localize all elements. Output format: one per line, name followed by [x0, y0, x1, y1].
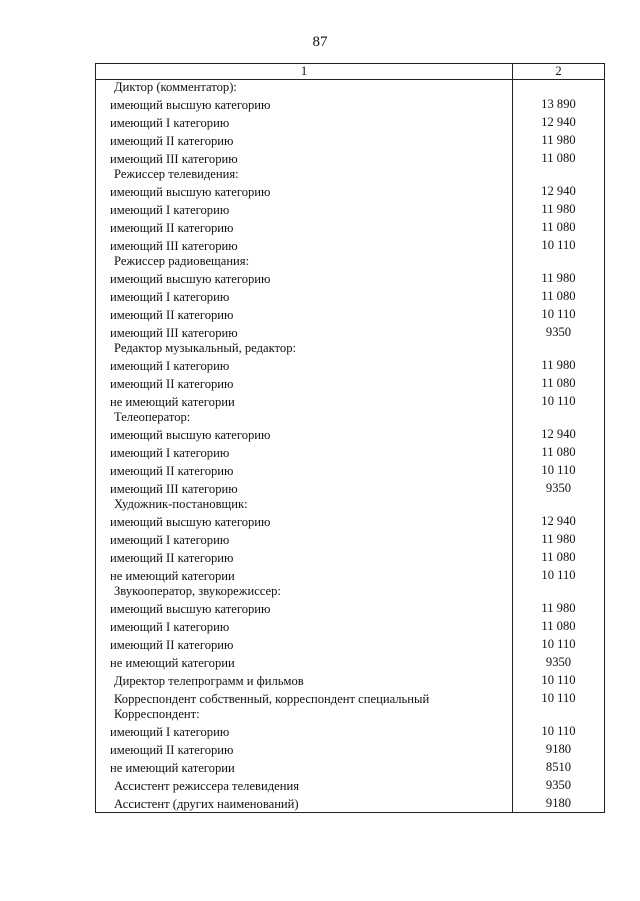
row-value: 9180: [513, 794, 605, 813]
table-row: [96, 95, 605, 113]
row-value: [513, 80, 605, 96]
table-row: [96, 530, 605, 548]
row-value: 11 080: [513, 548, 605, 566]
row-value: [513, 584, 605, 599]
row-value: 9350: [513, 479, 605, 497]
table-row: [96, 689, 605, 707]
table-row: [96, 671, 605, 689]
row-label: имеющий III категорию: [96, 479, 513, 497]
table-row: [96, 740, 605, 758]
row-value: 11 980: [513, 269, 605, 287]
table-row: [96, 287, 605, 305]
row-value: 12 940: [513, 425, 605, 443]
row-label: имеющий I категорию: [96, 287, 513, 305]
row-label: Звукооператор, звукорежиссер:: [96, 584, 513, 599]
table-row: [96, 323, 605, 341]
salary-table: [95, 63, 605, 813]
row-label: имеющий II категорию: [96, 548, 513, 566]
row-value: 11 080: [513, 443, 605, 461]
row-value: 12 940: [513, 512, 605, 530]
row-value: 9180: [513, 740, 605, 758]
table-row: [96, 182, 605, 200]
row-label: не имеющий категории: [96, 566, 513, 584]
row-label: не имеющий категории: [96, 758, 513, 776]
row-value: 12 940: [513, 113, 605, 131]
row-label: имеющий высшую категорию: [96, 512, 513, 530]
table-row: [96, 131, 605, 149]
table-row: [96, 425, 605, 443]
row-value: 11 980: [513, 356, 605, 374]
row-label: имеющий I категорию: [96, 722, 513, 740]
table-row: [96, 599, 605, 617]
row-value: 10 110: [513, 461, 605, 479]
row-value: 8510: [513, 758, 605, 776]
table-row: [96, 584, 605, 599]
row-value: 11 980: [513, 131, 605, 149]
row-value: [513, 497, 605, 512]
row-label: имеющий I категорию: [96, 113, 513, 131]
row-label: не имеющий категории: [96, 653, 513, 671]
row-value: 9350: [513, 653, 605, 671]
column-header-1: 1: [96, 64, 513, 80]
table-row: [96, 548, 605, 566]
row-label: имеющий II категорию: [96, 461, 513, 479]
table-row: [96, 758, 605, 776]
row-label: имеющий I категорию: [96, 617, 513, 635]
row-value: 9350: [513, 776, 605, 794]
row-value: 11 080: [513, 218, 605, 236]
table-row: [96, 443, 605, 461]
row-value: 10 110: [513, 635, 605, 653]
row-label: Директор телепрограмм и фильмов: [96, 671, 513, 689]
row-label: Корреспондент:: [96, 707, 513, 722]
row-value: 10 110: [513, 305, 605, 323]
table-row: [96, 617, 605, 635]
table-row: [96, 200, 605, 218]
table-row: [96, 635, 605, 653]
table-row: [96, 236, 605, 254]
row-label: имеющий высшую категорию: [96, 182, 513, 200]
row-label: имеющий I категорию: [96, 200, 513, 218]
row-label: имеющий III категорию: [96, 323, 513, 341]
row-value: 11 080: [513, 287, 605, 305]
table-row: [96, 167, 605, 182]
row-label: имеющий I категорию: [96, 356, 513, 374]
row-label: Режиссер телевидения:: [96, 167, 513, 182]
table-row: [96, 113, 605, 131]
row-value: [513, 341, 605, 356]
table-row: [96, 149, 605, 167]
row-label: Корреспондент собственный, корреспондент специальный: [96, 689, 513, 707]
table-row: [96, 254, 605, 269]
row-value: 10 110: [513, 236, 605, 254]
row-value: [513, 254, 605, 269]
row-label: не имеющий категории: [96, 392, 513, 410]
table-row: [96, 794, 605, 813]
page-number: 87: [312, 34, 328, 50]
row-value: 10 110: [513, 566, 605, 584]
row-value: 13 890: [513, 95, 605, 113]
row-value: 11 980: [513, 599, 605, 617]
table-row: [96, 653, 605, 671]
table-row: [96, 80, 605, 96]
row-label: имеющий высшую категорию: [96, 599, 513, 617]
row-value: [513, 707, 605, 722]
row-label: Режиссер радиовещания:: [96, 254, 513, 269]
row-value: 12 940: [513, 182, 605, 200]
row-value: 10 110: [513, 722, 605, 740]
row-label: Диктор (комментатор):: [96, 80, 513, 96]
row-value: 11 980: [513, 200, 605, 218]
row-label: имеющий II категорию: [96, 740, 513, 758]
row-label: Ассистент (других наименований): [96, 794, 513, 813]
row-label: имеющий высшую категорию: [96, 95, 513, 113]
table-row: [96, 305, 605, 323]
table-row: [96, 707, 605, 722]
table-header-row: [96, 64, 605, 80]
row-label: имеющий II категорию: [96, 131, 513, 149]
row-label: имеющий II категорию: [96, 635, 513, 653]
table-row: [96, 497, 605, 512]
column-header-2: 2: [513, 64, 605, 80]
row-label: имеющий II категорию: [96, 218, 513, 236]
row-label: имеющий высшую категорию: [96, 425, 513, 443]
row-label: Телеоператор:: [96, 410, 513, 425]
table-row: [96, 218, 605, 236]
row-value: 10 110: [513, 392, 605, 410]
row-value: [513, 167, 605, 182]
table-row: [96, 341, 605, 356]
row-label: Редактор музыкальный, редактор:: [96, 341, 513, 356]
row-value: 11 980: [513, 530, 605, 548]
table-row: [96, 566, 605, 584]
row-value: 10 110: [513, 689, 605, 707]
row-label: имеющий I категорию: [96, 530, 513, 548]
table-row: [96, 461, 605, 479]
table-row: [96, 512, 605, 530]
row-label: имеющий I категорию: [96, 443, 513, 461]
row-label: имеющий III категорию: [96, 149, 513, 167]
row-value: 9350: [513, 323, 605, 341]
table-body: [96, 80, 605, 813]
row-value: [513, 410, 605, 425]
row-label: имеющий II категорию: [96, 374, 513, 392]
table-row: [96, 776, 605, 794]
row-value: 11 080: [513, 149, 605, 167]
table-row: [96, 374, 605, 392]
row-value: 11 080: [513, 617, 605, 635]
table-row: [96, 269, 605, 287]
table-row: [96, 392, 605, 410]
row-label: имеющий III категорию: [96, 236, 513, 254]
row-value: 10 110: [513, 671, 605, 689]
row-value: 11 080: [513, 374, 605, 392]
table-row: [96, 479, 605, 497]
table-row: [96, 410, 605, 425]
table-row: [96, 356, 605, 374]
row-label: Ассистент режиссера телевидения: [96, 776, 513, 794]
table-row: [96, 722, 605, 740]
row-label: имеющий высшую категорию: [96, 269, 513, 287]
row-label: имеющий II категорию: [96, 305, 513, 323]
row-label: Художник-постановщик:: [96, 497, 513, 512]
